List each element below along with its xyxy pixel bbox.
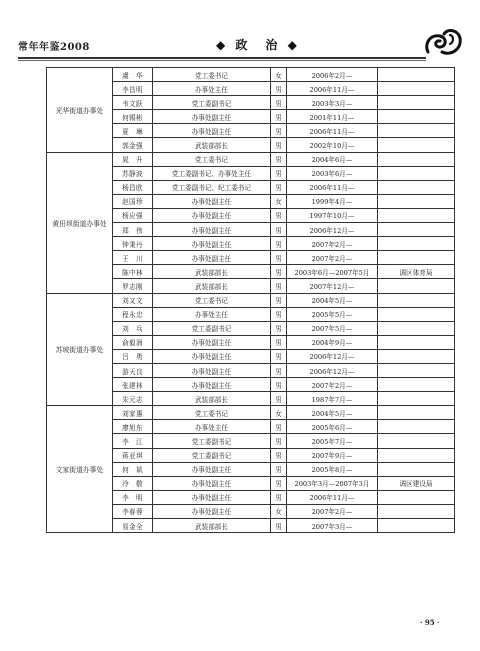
official-note [378, 363, 455, 377]
official-name: 李 明 [113, 490, 153, 504]
official-gender: 男 [271, 208, 287, 222]
official-position: 办事处主任 [153, 307, 271, 321]
official-position: 办事处副主任 [153, 335, 271, 349]
official-position: 党工委副书记 [153, 448, 271, 462]
official-name: 苏静波 [113, 166, 153, 180]
official-gender: 男 [271, 279, 287, 293]
official-gender: 男 [271, 349, 287, 363]
official-position: 武装部部长 [153, 392, 271, 406]
official-name: 易金全 [113, 519, 153, 533]
official-note [378, 392, 455, 406]
official-name: 郭金强 [113, 138, 153, 152]
official-name: 朱元志 [113, 392, 153, 406]
official-name: 何锡彬 [113, 110, 153, 124]
official-term: 2005年6月— [287, 420, 378, 434]
official-gender: 男 [271, 420, 287, 434]
official-note [378, 194, 455, 208]
header-rule-thin [18, 60, 426, 61]
official-note [378, 406, 455, 420]
official-position: 党工委书记 [153, 152, 271, 166]
official-note [378, 152, 455, 166]
official-term: 2007年9月— [287, 448, 378, 462]
official-gender: 男 [271, 448, 287, 462]
section-title: ◆ 政 治 ◆ [216, 38, 300, 52]
official-gender: 男 [271, 152, 287, 166]
official-position: 党工委书记 [153, 68, 271, 82]
office-name: 苏坡街道办事处 [47, 293, 113, 406]
official-name: 韦文跃 [113, 96, 153, 110]
official-gender: 男 [271, 519, 287, 533]
official-note [378, 237, 455, 251]
official-note [378, 208, 455, 222]
official-position: 党工委副书记 [153, 434, 271, 448]
official-name: 张建林 [113, 378, 153, 392]
official-gender: 男 [271, 110, 287, 124]
official-term: 2006年12月— [287, 349, 378, 363]
official-term: 2007年2月— [287, 251, 378, 265]
official-name: 虞 华 [113, 68, 153, 82]
official-position: 党工委副书记 [153, 96, 271, 110]
page-header [18, 34, 438, 54]
official-term: 2005年5月— [287, 307, 378, 321]
official-term: 2004年6月— [287, 152, 378, 166]
official-name: 王 川 [113, 251, 153, 265]
official-gender: 男 [271, 363, 287, 377]
official-position: 武装部部长 [153, 138, 271, 152]
official-name: 李昌明 [113, 82, 153, 96]
official-gender: 女 [271, 406, 287, 420]
official-name: 李春蓉 [113, 504, 153, 518]
officials-table [46, 67, 455, 533]
official-gender: 男 [271, 307, 287, 321]
official-position: 党工委副书记、办事处主任 [153, 166, 271, 180]
official-gender: 男 [271, 180, 287, 194]
official-name: 陈中林 [113, 265, 153, 279]
official-note [378, 519, 455, 533]
official-term: 2003年6月— [287, 166, 378, 180]
official-gender: 男 [271, 96, 287, 110]
official-name: 罗志刚 [113, 279, 153, 293]
official-gender: 男 [271, 223, 287, 237]
official-term: 2002年10月— [287, 138, 378, 152]
official-term: 2007年5月— [287, 321, 378, 335]
official-term: 1999年4月— [287, 194, 378, 208]
yearbook-title: 常年年鉴2008 [18, 42, 90, 53]
official-gender: 男 [271, 138, 287, 152]
official-name: 刘又文 [113, 293, 153, 307]
official-position: 办事处副主任 [153, 124, 271, 138]
official-name: 李 江 [113, 434, 153, 448]
swirl-logo-icon [420, 22, 466, 62]
official-term: 2006年11月— [287, 82, 378, 96]
official-position: 办事处副主任 [153, 208, 271, 222]
official-note [378, 434, 455, 448]
official-position: 办事处副主任 [153, 462, 271, 476]
official-position: 党工委副书记、纪工委书记 [153, 180, 271, 194]
official-note [378, 279, 455, 293]
official-note [378, 138, 455, 152]
official-gender: 男 [271, 251, 287, 265]
official-gender: 男 [271, 265, 287, 279]
official-name: 蒋亚琪 [113, 448, 153, 462]
official-position: 党工委书记 [153, 293, 271, 307]
office-name: 黄田坝街道办事处 [47, 152, 113, 293]
official-gender: 男 [271, 293, 287, 307]
official-note [378, 420, 455, 434]
official-gender: 女 [271, 504, 287, 518]
official-name: 杨昌欧 [113, 180, 153, 194]
official-gender: 男 [271, 335, 287, 349]
official-term: 1997年10月— [287, 208, 378, 222]
official-gender: 男 [271, 490, 287, 504]
officials-table-body [47, 68, 455, 533]
official-position: 办事处副主任 [153, 476, 271, 490]
official-position: 办事处主任 [153, 420, 271, 434]
official-note [378, 335, 455, 349]
official-name: 钟秉丹 [113, 237, 153, 251]
official-gender: 男 [271, 321, 287, 335]
official-term: 2007年2月— [287, 237, 378, 251]
official-gender: 男 [271, 392, 287, 406]
official-note [378, 448, 455, 462]
official-position: 办事处副主任 [153, 110, 271, 124]
official-note [378, 223, 455, 237]
official-term: 2005年7月— [287, 434, 378, 448]
official-term: 2003年3月—2007年3月 [287, 476, 378, 490]
official-name: 杨应强 [113, 208, 153, 222]
official-gender: 男 [271, 166, 287, 180]
official-note [378, 462, 455, 476]
official-name: 游天良 [113, 363, 153, 377]
official-name: 冷 敬 [113, 476, 153, 490]
table-row [47, 293, 455, 307]
official-position: 武装部部长 [153, 265, 271, 279]
official-name: 程永忠 [113, 307, 153, 321]
official-note [378, 378, 455, 392]
official-gender: 男 [271, 124, 287, 138]
official-term: 2005年8月— [287, 462, 378, 476]
table-row [47, 152, 455, 166]
official-name: 夏 琳 [113, 124, 153, 138]
official-note [378, 124, 455, 138]
official-name: 俞毅润 [113, 335, 153, 349]
official-position: 办事处副主任 [153, 237, 271, 251]
official-position: 办事处副主任 [153, 378, 271, 392]
official-name: 刘家惠 [113, 406, 153, 420]
official-position: 办事处副主任 [153, 363, 271, 377]
official-name: 晁 升 [113, 152, 153, 166]
official-term: 2003年3月— [287, 96, 378, 110]
table-row [47, 68, 455, 82]
official-gender: 男 [271, 82, 287, 96]
official-position: 武装部部长 [153, 279, 271, 293]
official-name: 何 斌 [113, 462, 153, 476]
official-position: 办事处主任 [153, 82, 271, 96]
official-position: 办事处副主任 [153, 251, 271, 265]
official-term: 2006年12月— [287, 223, 378, 237]
official-note [378, 307, 455, 321]
official-position: 办事处副主任 [153, 504, 271, 518]
official-term: 2007年2月— [287, 504, 378, 518]
official-term: 2001年11月— [287, 110, 378, 124]
official-name: 廖旭东 [113, 420, 153, 434]
office-name: 文家街道办事处 [47, 406, 113, 533]
official-term: 2003年6月—2007年5月 [287, 265, 378, 279]
official-term: 2004年5月— [287, 293, 378, 307]
header-rule [18, 57, 426, 59]
official-term: 2006年11月— [287, 124, 378, 138]
official-note [378, 490, 455, 504]
official-note [378, 96, 455, 110]
official-gender: 女 [271, 194, 287, 208]
official-position: 办事处副主任 [153, 349, 271, 363]
official-name: 刘 兵 [113, 321, 153, 335]
official-note [378, 321, 455, 335]
official-gender: 女 [271, 68, 287, 82]
official-position: 办事处副主任 [153, 490, 271, 504]
official-gender: 男 [271, 434, 287, 448]
office-name: 光华街道办事处 [47, 68, 113, 153]
official-term: 2006年11月— [287, 490, 378, 504]
official-term: 2006年11月— [287, 180, 378, 194]
official-note: 调区建设局 [378, 476, 455, 490]
official-position: 办事处副主任 [153, 223, 271, 237]
official-position: 党工委书记 [153, 406, 271, 420]
official-note [378, 180, 455, 194]
official-name: 郑 伟 [113, 223, 153, 237]
official-note: 调区体育局 [378, 265, 455, 279]
official-position: 武装部部长 [153, 519, 271, 533]
official-note [378, 504, 455, 518]
official-name: 吕 勇 [113, 349, 153, 363]
official-name: 赵国珍 [113, 194, 153, 208]
official-term: 2007年3月— [287, 519, 378, 533]
official-term: 2004年9月— [287, 335, 378, 349]
official-note [378, 68, 455, 82]
official-term: 2006年12月— [287, 363, 378, 377]
official-note [378, 349, 455, 363]
official-gender: 男 [271, 378, 287, 392]
official-gender: 男 [271, 476, 287, 490]
official-position: 党工委副书记 [153, 321, 271, 335]
table-row [47, 406, 455, 420]
official-note [378, 251, 455, 265]
official-note [378, 82, 455, 96]
official-note [378, 293, 455, 307]
official-term: 2006年2月— [287, 68, 378, 82]
official-term: 2004年5月— [287, 406, 378, 420]
official-term: 2007年12月— [287, 279, 378, 293]
official-term: 1987年7月— [287, 392, 378, 406]
official-note [378, 166, 455, 180]
official-note [378, 110, 455, 124]
page-number: · 95 · [420, 618, 440, 627]
official-gender: 男 [271, 462, 287, 476]
officials-table-wrap [46, 67, 454, 533]
official-gender: 男 [271, 237, 287, 251]
official-term: 2007年2月— [287, 378, 378, 392]
official-position: 办事处副主任 [153, 194, 271, 208]
